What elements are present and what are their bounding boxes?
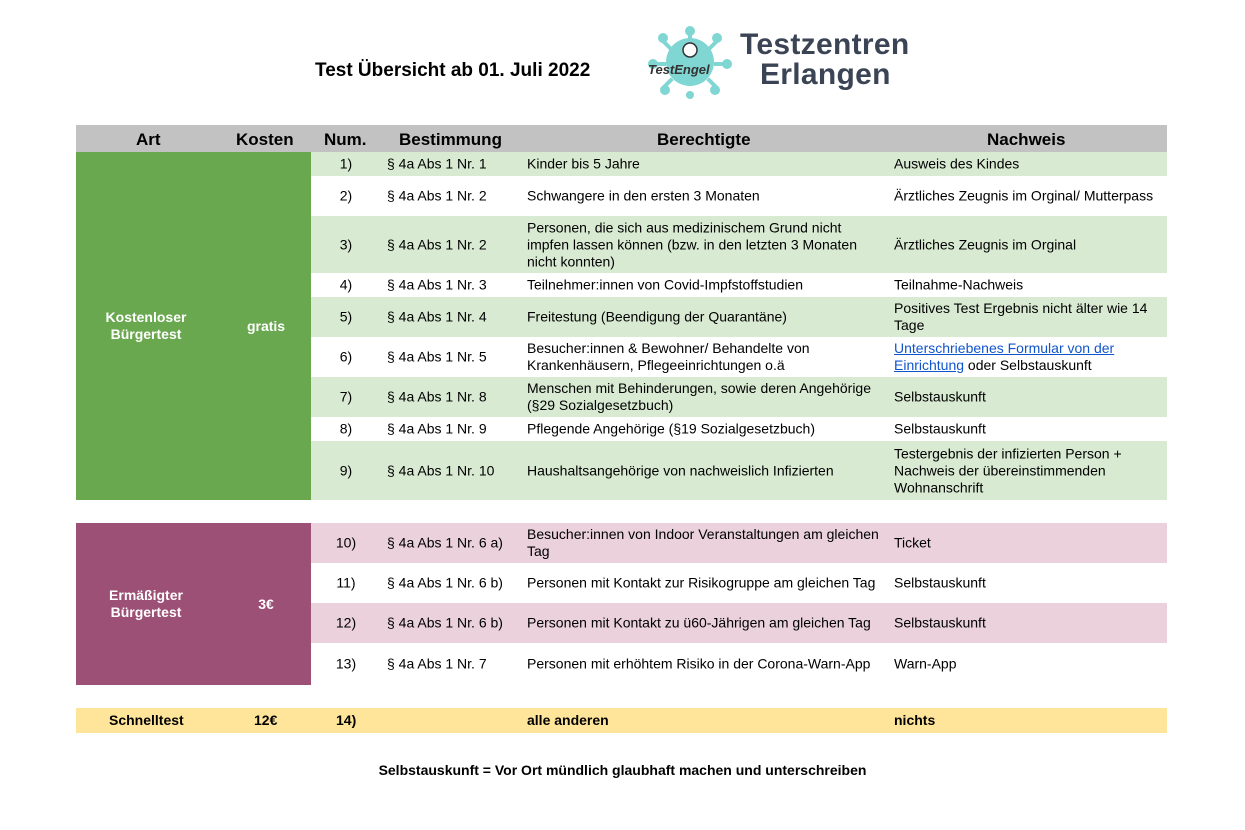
row-num: 2) [339, 187, 353, 204]
group-art-line: Bürgertest [110, 604, 182, 620]
row-bestimmung: § 4a Abs 1 Nr. 2 [387, 236, 487, 252]
group-art [76, 587, 216, 621]
row-berechtigte: Besucher:innen von Indoor Veranstaltungen am gleichen Tag [527, 526, 879, 559]
row-berechtigte: Freitestung (Beendigung der Quarantäne) [527, 308, 787, 325]
group-ermaessigt [76, 523, 311, 685]
row-nachweis: Ticket [894, 534, 931, 551]
row-num: 4) [339, 276, 353, 293]
row-nachweis: Testergebnis der infizierten Person + Nachweis der übereinstimmenden Wohnanschrift [894, 445, 1122, 495]
group-art-line: Ermäßigter [109, 587, 183, 603]
row-bestimmung: § 4a Abs 1 Nr. 9 [387, 420, 487, 437]
row-nachweis: Positives Test Ergebnis nicht älter wie 14 Tage [894, 300, 1148, 333]
row-nachweis-rest: oder Selbstauskunft [964, 357, 1092, 373]
footnote: Selbstauskunft = Vor Ort mündlich glaubhaft machen und unterschreiben [378, 762, 867, 778]
row-nachweis: Ärztliches Zeugnis im Orginal/ Mutterpass [894, 187, 1154, 204]
logo-tag: TestEngel [648, 62, 710, 77]
row-berechtigte: Personen, die sich aus medizinischem Grund nicht impfen lassen können (bzw. in den letzten 3 Monaten nicht konnten) [527, 219, 857, 269]
table-row [311, 603, 1167, 643]
schnelltest-art: Schnelltest [109, 712, 184, 728]
row-num: 11) [336, 574, 356, 591]
row-berechtigte: Personen mit Kontakt zur Risikogruppe am gleichen Tag [527, 574, 876, 591]
header-nachweis: Nachweis [987, 130, 1066, 149]
row-nachweis: Selbstauskunft [894, 420, 986, 437]
row-berechtigte: Schwangere in den ersten 3 Monaten [527, 187, 760, 204]
row-berechtigte: Haushaltsangehörige von nachweislich Infizierten [527, 462, 834, 478]
group-art-line: Kostenloser [105, 309, 187, 325]
row-berechtigte: Personen mit erhöhtem Risiko in der Corona-Warn-App [527, 655, 871, 672]
row-nachweis [894, 340, 1164, 374]
row-berechtigte: Menschen mit Behinderungen, sowie deren Angehörige (§29 Sozialgesetzbuch) [527, 380, 872, 413]
row-bestimmung: § 4a Abs 1 Nr. 4 [387, 308, 487, 325]
row-bestimmung: § 4a Abs 1 Nr. 2 [387, 187, 487, 204]
row-bestimmung: § 4a Abs 1 Nr. 8 [387, 388, 487, 405]
row-num: 8) [339, 420, 353, 437]
row-num: 6) [339, 348, 353, 365]
row-bestimmung: § 4a Abs 1 Nr. 1 [387, 155, 487, 172]
row-nachweis: Selbstauskunft [894, 614, 986, 631]
schnelltest-kosten: 12€ [254, 712, 278, 728]
row-berechtigte: Teilnehmer:innen von Covid-Impfstoffstudien [527, 276, 804, 293]
logo-text [740, 30, 909, 90]
row-nachweis: Selbstauskunft [894, 574, 986, 591]
logo [645, 24, 915, 100]
table-row [311, 152, 1167, 176]
row-num: 12) [335, 614, 357, 631]
logo-line1: Testzentren [740, 28, 910, 61]
row-nachweis: Teilnahme-Nachweis [894, 276, 1024, 293]
table-row [311, 297, 1167, 337]
schnelltest-num: 14) [336, 712, 357, 728]
table-row [311, 417, 1167, 441]
header-art: Art [136, 130, 161, 149]
row-berechtigte: Kinder bis 5 Jahre [527, 155, 640, 172]
row-berechtigte: Besucher:innen & Bewohner/ Behandelte von Krankenhäusern, Pflegeeinrichtungen o.ä [527, 340, 810, 373]
table-row [311, 563, 1167, 603]
row-bestimmung: § 4a Abs 1 Nr. 3 [387, 276, 487, 293]
group-kosten: gratis [246, 318, 286, 334]
row-nachweis: Selbstauskunft [894, 388, 986, 405]
row-bestimmung: § 4a Abs 1 Nr. 5 [387, 348, 487, 365]
table-row [311, 377, 1167, 417]
row-num: 9) [339, 462, 353, 478]
group-art [76, 309, 216, 343]
schnelltest-berechtigte: alle anderen [527, 712, 609, 728]
table-row [311, 176, 1167, 216]
row-bestimmung: § 4a Abs 1 Nr. 10 [387, 462, 495, 478]
row-nachweis: Warn-App [894, 655, 957, 672]
page-title: Test Übersicht ab 01. Juli 2022 [315, 60, 591, 81]
row-num: 5) [339, 308, 353, 325]
header-berechtigte: Berechtigte [657, 130, 751, 149]
schnelltest-row [76, 708, 1167, 733]
row-num: 1) [339, 155, 353, 172]
table-row [311, 441, 1167, 500]
row-num: 10) [335, 534, 357, 551]
row-nachweis: Ärztliches Zeugnis im Orginal [894, 236, 1077, 252]
row-bestimmung: § 4a Abs 1 Nr. 6 b) [387, 614, 503, 631]
table-row [311, 337, 1167, 377]
row-nachweis: Ausweis des Kindes [894, 155, 1020, 172]
row-num: 13) [335, 655, 357, 672]
row-berechtigte: Personen mit Kontakt zu ü60-Jährigen am gleichen Tag [527, 614, 871, 631]
header-num: Num. [324, 130, 367, 149]
header-kosten: Kosten [236, 130, 294, 149]
row-num: 3) [339, 236, 353, 252]
row-berechtigte: Pflegende Angehörige (§19 Sozialgesetzbuch) [527, 420, 815, 437]
row-bestimmung: § 4a Abs 1 Nr. 6 a) [387, 534, 503, 551]
table-row [311, 273, 1167, 297]
schnelltest-nachweis: nichts [894, 712, 936, 728]
row-bestimmung: § 4a Abs 1 Nr. 6 b) [387, 574, 503, 591]
header-bestimmung: Bestimmung [399, 130, 502, 149]
table-row [311, 523, 1167, 563]
row-bestimmung: § 4a Abs 1 Nr. 7 [387, 655, 487, 672]
row-num: 7) [339, 388, 353, 405]
logo-line2: Erlangen [760, 58, 891, 91]
group-kostenlos [76, 152, 311, 500]
formular-link[interactable]: Unterschriebenes Formular von der Einrichtung [894, 340, 1115, 373]
group-art-line: Bürgertest [110, 326, 182, 342]
table-row [311, 216, 1167, 273]
table-row [311, 643, 1167, 685]
group-kosten: 3€ [258, 596, 274, 612]
table-header [76, 125, 1167, 152]
